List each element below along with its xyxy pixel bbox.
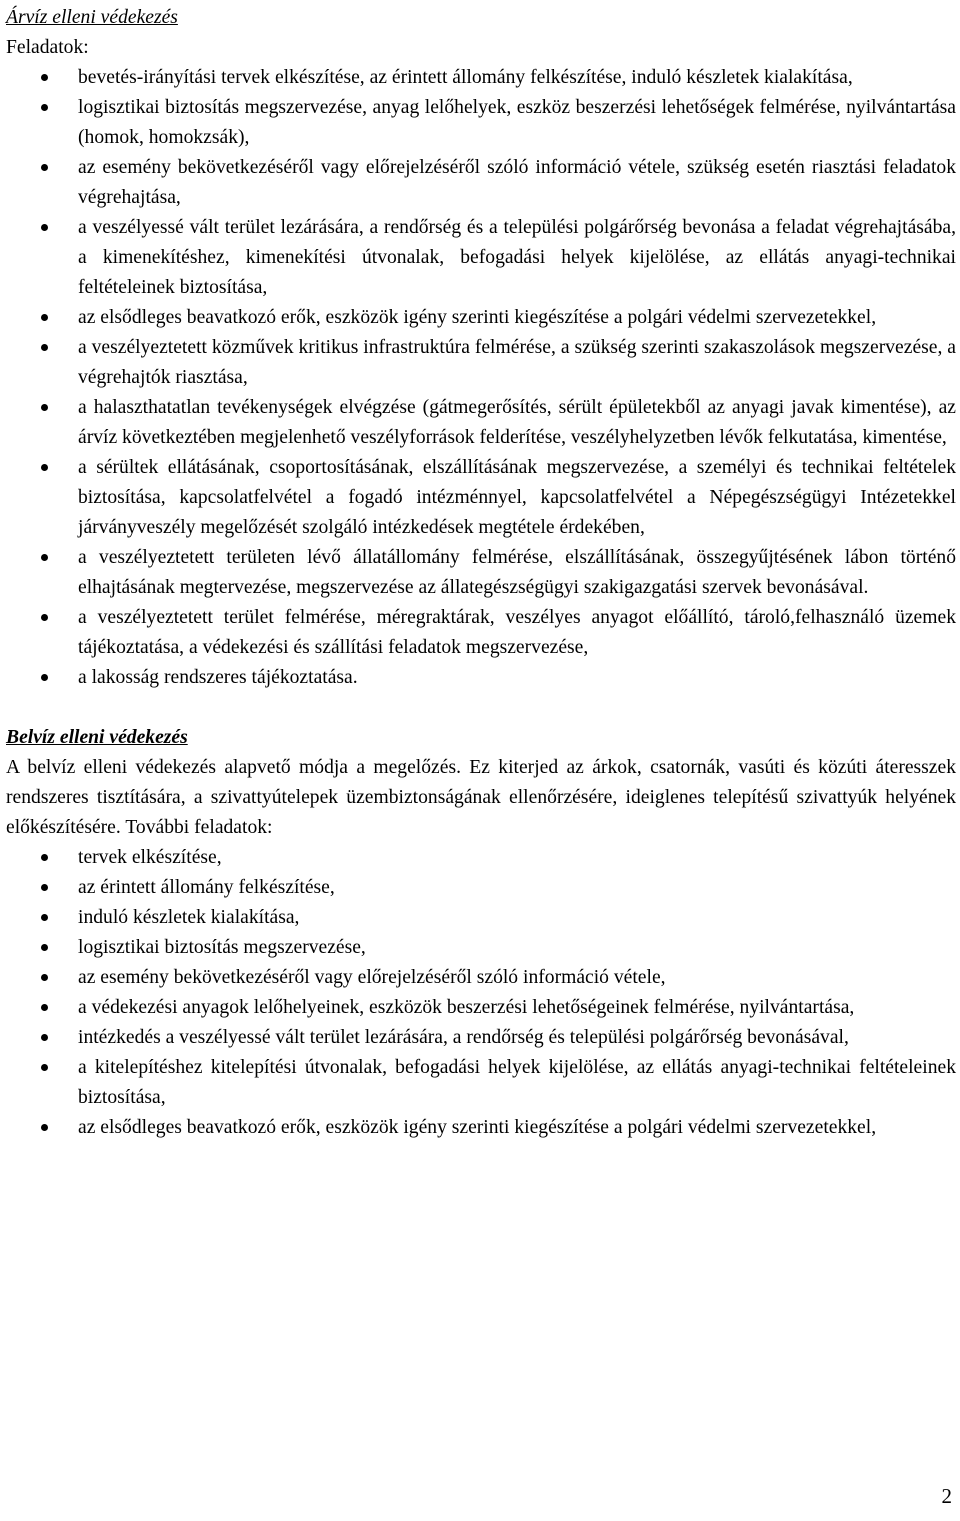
list-item-text: az esemény bekövetkezéséről vagy előrejelzéséről szóló információ vétele, <box>78 967 666 988</box>
list-item <box>6 843 956 873</box>
section-title-arviz: Árvíz elleni védekezés <box>6 7 178 28</box>
list-item-text: bevetés-irányítási tervek elkészítése, az érintett állomány felkészítése, induló készletek kialakítása, <box>78 67 853 88</box>
list-item-text: a lakosság rendszeres tájékoztatása. <box>78 667 358 688</box>
list-item-text: az elsődleges beavatkozó erők, eszközök igény szerinti kiegészítése a polgári védelmi szervezetekkel, <box>78 1117 877 1138</box>
bullet-icon <box>39 63 49 93</box>
list-item <box>6 153 956 213</box>
list-item <box>6 333 956 393</box>
list-item-text: a veszélyeztetett terület felmérése, méregraktárak, veszélyes anyagot előállító, tároló,felhasználó üzemek tájékoztatása, a védekezési és szállítási feladatok megszervezése, <box>78 607 956 658</box>
list-item <box>6 303 956 333</box>
list-item <box>6 663 956 693</box>
list-item <box>6 903 956 933</box>
bullet-icon <box>39 393 49 423</box>
list-item-text: tervek elkészítése, <box>78 847 222 868</box>
bullet-icon <box>39 213 49 243</box>
bullet-icon <box>39 933 49 963</box>
arviz-task-list <box>6 63 956 693</box>
list-item-text: a sérültek ellátásának, csoportosításának, elszállításának megszervezése, a személyi és technikai feltételek biztosítása, kapcsolatfelvétel a fogadó intézménnyel, kapcsolatfelvétel a Népegészségügyi Intézetekkel járványveszély megelőzését szolgáló intézkedések megtétele érdekében, <box>78 457 956 538</box>
bullet-icon <box>39 543 49 573</box>
bullet-icon <box>39 93 49 123</box>
document-page <box>6 3 956 1143</box>
bullet-icon <box>39 1113 49 1143</box>
bullet-icon <box>39 993 49 1023</box>
belviz-intro-paragraph: A belvíz elleni védekezés alapvető módja a megelőzés. Ez kiterjed az árkok, csatornák, vasúti és közúti áteresszek rendszeres tisztítására, a szivattyútelepek üzembiztonságának ellenőrzésére, ideiglenes telepítésű szivattyúk helyének előkészítésére. További feladatok: <box>6 757 956 838</box>
list-item-text: a veszélyeztetett területen lévő állatállomány felmérése, elszállításának, összegyűjtésének lábon történő elhajtásának megtervezése, megszervezése az állategészségügyi szakigazgatási szervek bevonásával. <box>78 547 956 598</box>
list-item-text: a veszélyeztetett közművek kritikus infrastruktúra felmérése, a szükség szerinti szakaszolások megszervezése, a végrehajtók riasztása, <box>78 337 956 388</box>
list-item <box>6 393 956 453</box>
bullet-icon <box>39 1053 49 1083</box>
section-spacer <box>6 693 956 723</box>
list-item <box>6 873 956 903</box>
list-item <box>6 93 956 153</box>
list-item-text: az esemény bekövetkezéséről vagy előrejelzéséről szóló információ vétele, szükség esetén riasztási feladatok végrehajtása, <box>78 157 956 208</box>
bullet-icon <box>39 1023 49 1053</box>
list-item <box>6 1113 956 1143</box>
bullet-icon <box>39 873 49 903</box>
list-item <box>6 63 956 93</box>
list-item-text: a kitelepítéshez kitelepítési útvonalak, befogadási helyek kijelölése, az ellátás anyagi-technikai feltételeinek biztosítása, <box>78 1057 956 1108</box>
bullet-icon <box>39 603 49 633</box>
list-item <box>6 603 956 663</box>
bullet-icon <box>39 333 49 363</box>
list-item <box>6 453 956 543</box>
bullet-icon <box>39 453 49 483</box>
list-item-text: a halaszthatatlan tevékenységek elvégzése (gátmegerősítés, sérült épületekből az anyagi javak kimentése), az árvíz következtében megjelenhető veszélyforrások felderítése, veszélyhelyzetben lévők felkutatása, kimentése, <box>78 397 956 448</box>
belviz-task-list <box>6 843 956 1143</box>
list-item <box>6 1053 956 1113</box>
bullet-icon <box>39 903 49 933</box>
list-item-text: intézkedés a veszélyessé vált terület lezárására, a rendőrség és települési polgárőrség bevonásával, <box>78 1027 849 1048</box>
list-item <box>6 543 956 603</box>
bullet-icon <box>39 963 49 993</box>
list-item-text: a védekezési anyagok lelőhelyeinek, eszközök beszerzési lehetőségeinek felmérése, nyilvántartása, <box>78 997 855 1018</box>
list-item-text: az elsődleges beavatkozó erők, eszközök igény szerinti kiegészítése a polgári védelmi szervezetekkel, <box>78 307 877 328</box>
section-subtitle-feladatok: Feladatok: <box>6 37 89 58</box>
list-item <box>6 963 956 993</box>
bullet-icon <box>39 303 49 333</box>
bullet-icon <box>39 843 49 873</box>
list-item <box>6 993 956 1023</box>
bullet-icon <box>39 153 49 183</box>
section-title-belviz: Belvíz elleni védekezés <box>6 727 188 748</box>
list-item <box>6 933 956 963</box>
list-item-text: a veszélyessé vált terület lezárására, a rendőrség és a települési polgárőrség bevonása a feladat végrehajtásába, a kimenekítéshez, kimenekítési útvonalak, befogadási helyek kijelölése, az ellátás anyagi-technikai feltételeinek biztosítása, <box>78 217 956 298</box>
list-item-text: logisztikai biztosítás megszervezése, anyag lelőhelyek, eszköz beszerzési lehetőségek felmérése, nyilvántartása (homok, homokzsák), <box>78 97 956 148</box>
page-number: 2 <box>941 1484 952 1508</box>
list-item <box>6 1023 956 1053</box>
list-item <box>6 213 956 303</box>
list-item-text: az érintett állomány felkészítése, <box>78 877 335 898</box>
bullet-icon <box>39 663 49 693</box>
list-item-text: induló készletek kialakítása, <box>78 907 300 928</box>
list-item-text: logisztikai biztosítás megszervezése, <box>78 937 366 958</box>
